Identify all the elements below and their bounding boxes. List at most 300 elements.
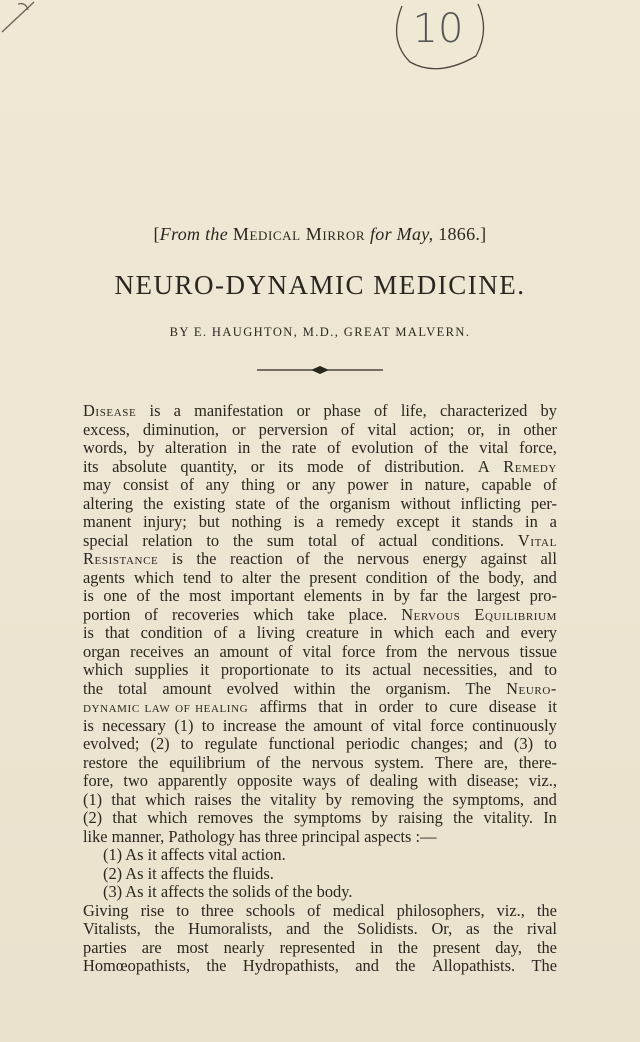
word: Giving xyxy=(83,900,129,920)
word: perversion xyxy=(258,419,328,439)
word: by xyxy=(325,789,343,809)
word: Homœopathists, xyxy=(83,956,190,975)
word: and xyxy=(485,623,510,642)
word: from xyxy=(385,641,418,661)
author-byline: BY E. HAUGHTON, M.D., GREAT MALVERN. xyxy=(169,325,471,339)
word: in xyxy=(369,623,383,642)
word: its xyxy=(278,456,294,476)
ornamental-rule xyxy=(257,365,383,375)
word: amount xyxy=(313,715,363,735)
word: Equilibrium xyxy=(474,604,557,624)
word: vitality. xyxy=(483,808,533,827)
word: is xyxy=(83,715,94,735)
word: the xyxy=(448,438,469,457)
word: in xyxy=(400,475,413,494)
word: of xyxy=(307,900,321,920)
word: force xyxy=(341,641,376,661)
word: in xyxy=(370,937,383,957)
word: nearly xyxy=(223,937,265,957)
word: removes xyxy=(197,808,254,827)
word: dealing xyxy=(369,771,418,790)
word: to xyxy=(544,734,557,753)
word: action; xyxy=(409,419,455,439)
word: force, xyxy=(519,438,557,457)
text-line xyxy=(83,902,557,921)
word: energy xyxy=(422,549,467,568)
word: reaction xyxy=(230,549,283,568)
text-line xyxy=(83,421,557,440)
word: is xyxy=(83,586,94,605)
word: that xyxy=(105,623,130,642)
word: to xyxy=(424,697,438,716)
word: the xyxy=(280,752,301,772)
word: total xyxy=(308,530,338,550)
word: manifestation xyxy=(194,401,284,420)
word: altering xyxy=(83,493,134,513)
word: the xyxy=(154,919,175,938)
word: condition xyxy=(140,623,203,642)
word: A xyxy=(477,456,490,476)
word: or xyxy=(231,419,246,439)
word: an xyxy=(193,641,210,661)
word: Or, xyxy=(431,919,453,938)
word: which xyxy=(253,604,294,624)
word: vitality xyxy=(270,789,317,809)
word: place. xyxy=(348,604,388,624)
word: organism. xyxy=(385,678,451,698)
word: represented xyxy=(279,937,356,957)
word: the xyxy=(447,586,468,605)
word: apparently xyxy=(157,771,228,790)
word: remedy xyxy=(335,512,385,531)
word: the xyxy=(536,937,557,957)
word: the xyxy=(159,586,180,605)
word: alteration xyxy=(165,438,227,457)
word: by xyxy=(540,401,557,420)
word: manent xyxy=(83,512,132,531)
word: or xyxy=(250,456,265,476)
word: with xyxy=(427,771,457,790)
word: present xyxy=(309,567,357,587)
aspect-item: (2) As it affects the fluids. xyxy=(103,863,274,883)
word: ways xyxy=(302,771,337,790)
source-year: 1866.] xyxy=(438,224,487,244)
word: The xyxy=(465,678,491,698)
word: alter xyxy=(242,567,272,587)
word: the xyxy=(423,789,444,809)
text-line xyxy=(83,754,557,773)
word: except xyxy=(396,512,440,531)
text-line xyxy=(83,957,557,976)
word: Nervous xyxy=(401,604,461,624)
word: most xyxy=(189,586,222,605)
word: the xyxy=(240,789,261,809)
word: nervous xyxy=(311,752,364,772)
pathology-intro: like manner, Pathology has three principal aspects :— xyxy=(83,826,437,846)
word: (2) xyxy=(150,734,170,753)
word: (3) xyxy=(513,734,534,753)
word: actual xyxy=(378,530,418,550)
word: rival xyxy=(526,919,557,938)
word: of xyxy=(180,475,194,494)
word: any xyxy=(311,475,336,494)
word: stands xyxy=(472,512,514,531)
word: to xyxy=(180,734,194,753)
manuscript-number: 10 xyxy=(412,6,464,52)
word: fore, xyxy=(83,771,114,790)
word: its xyxy=(345,660,361,679)
article-body xyxy=(83,402,557,976)
word: of xyxy=(346,771,360,790)
word: capable xyxy=(481,475,532,494)
word: the xyxy=(395,956,416,975)
word: is xyxy=(83,623,94,642)
word: in xyxy=(371,586,385,605)
word: a xyxy=(549,512,557,531)
word: and xyxy=(533,567,557,587)
word: the xyxy=(138,752,159,772)
word: absolute xyxy=(112,456,167,476)
word: phase xyxy=(323,401,361,420)
word: There xyxy=(434,752,474,772)
text-line xyxy=(83,606,557,625)
word: nothing xyxy=(231,512,282,531)
word: by xyxy=(393,586,411,605)
article-title: NEURO-DYNAMIC MEDICINE. xyxy=(114,270,526,300)
word: amount xyxy=(162,678,212,698)
word: of xyxy=(213,623,228,642)
word: of xyxy=(275,493,290,513)
word: to xyxy=(544,660,557,679)
word: against xyxy=(480,549,527,568)
word: regulate xyxy=(204,734,258,753)
word: that xyxy=(318,697,343,716)
text-line xyxy=(83,587,557,606)
word: the xyxy=(397,937,418,957)
word: (1) xyxy=(83,789,103,809)
word: of xyxy=(436,567,451,587)
word: inflicting xyxy=(460,493,521,513)
word: equilibrium xyxy=(169,752,246,772)
word: tend xyxy=(183,567,212,587)
word: conditions. xyxy=(431,530,505,550)
source-from: From the xyxy=(159,224,229,244)
word: is xyxy=(149,401,161,420)
word: the xyxy=(83,678,104,698)
word: the xyxy=(206,956,227,975)
word: of xyxy=(296,549,311,568)
word: the xyxy=(143,493,164,513)
word: Humoralists, xyxy=(188,919,273,938)
word: total xyxy=(118,678,148,698)
word: necessary xyxy=(102,715,166,735)
word: the xyxy=(323,919,344,938)
word: existing xyxy=(173,493,226,513)
word: affirms xyxy=(259,697,307,716)
word: dynamic law of healing xyxy=(83,697,249,716)
word: nature, xyxy=(424,475,470,494)
text-line xyxy=(83,643,557,662)
word: continuously xyxy=(472,715,557,735)
word: or xyxy=(296,401,311,420)
word: there- xyxy=(518,752,557,772)
word: and xyxy=(533,789,557,809)
word: by xyxy=(371,808,388,827)
word: to xyxy=(176,900,190,920)
word: present xyxy=(432,937,481,957)
word: evolution xyxy=(351,438,414,457)
word: per- xyxy=(530,493,557,513)
text-line xyxy=(83,717,557,736)
word: day, xyxy=(495,937,522,957)
word: restore xyxy=(83,752,128,772)
word: within xyxy=(293,678,336,698)
text-line xyxy=(83,532,557,551)
word: relation xyxy=(142,530,193,550)
word: which xyxy=(83,660,124,679)
word: characterized xyxy=(439,401,528,420)
word: nervous xyxy=(457,641,510,661)
word: Allopathists. xyxy=(431,956,516,975)
text-line xyxy=(83,939,557,958)
word: vital xyxy=(367,419,397,439)
word: or, xyxy=(467,419,485,439)
word: of xyxy=(424,438,438,457)
word: of xyxy=(351,530,365,550)
word: rate xyxy=(291,438,317,457)
word: that xyxy=(112,808,137,827)
word: body, xyxy=(488,567,525,587)
word: changes; xyxy=(410,734,469,753)
text-line xyxy=(83,458,557,477)
word: the xyxy=(427,641,448,661)
word: of xyxy=(256,752,271,772)
word: of xyxy=(370,715,385,735)
text-line xyxy=(83,569,557,588)
text-line xyxy=(83,439,557,458)
word: medical xyxy=(332,900,385,920)
word: necessities, xyxy=(423,660,498,679)
word: but xyxy=(198,512,220,531)
word: every xyxy=(520,623,557,642)
word: Vitalists, xyxy=(83,919,141,938)
text-line xyxy=(83,513,557,532)
word: Hydropathists, xyxy=(242,956,339,975)
word: philosophers, xyxy=(396,900,485,920)
word: the xyxy=(453,808,474,827)
word: quantity, xyxy=(180,456,238,476)
word: the xyxy=(299,493,320,513)
word: periodic xyxy=(345,734,400,753)
word: as xyxy=(465,919,480,938)
word: disease; xyxy=(466,771,519,790)
word: amount xyxy=(219,641,269,661)
word: other xyxy=(523,419,557,439)
word: symptoms xyxy=(293,808,362,827)
word: far xyxy=(419,586,438,605)
word: schools xyxy=(245,900,296,920)
word: system. xyxy=(374,752,425,772)
aspect-item: (3) As it affects the solids of the body. xyxy=(103,882,353,901)
word: pro- xyxy=(529,586,557,605)
word: viz., xyxy=(496,900,525,920)
word: three xyxy=(201,900,234,920)
word: cure xyxy=(449,697,478,716)
word: one xyxy=(103,586,128,605)
text-line xyxy=(83,920,557,939)
word: injury; xyxy=(143,512,187,531)
text-line xyxy=(83,772,557,791)
text-line xyxy=(83,809,557,828)
word: it xyxy=(451,512,461,531)
word: the xyxy=(261,438,282,457)
text-line xyxy=(83,791,557,810)
word: the xyxy=(263,808,284,827)
word: agents xyxy=(83,567,125,587)
word: organ xyxy=(83,641,121,661)
word: vital xyxy=(302,641,332,661)
word: Vital xyxy=(517,530,557,550)
word: may xyxy=(83,475,112,494)
word: or xyxy=(286,475,301,494)
word: diminution, xyxy=(142,419,219,439)
word: supplies xyxy=(134,660,189,679)
word: receives xyxy=(130,641,184,661)
word: removing xyxy=(351,789,415,809)
text-line xyxy=(83,680,557,699)
word: it xyxy=(200,660,210,679)
bracket-open: [ xyxy=(153,224,160,244)
word: raises xyxy=(194,789,232,809)
word: of xyxy=(136,586,151,605)
aspect-item: (1) As it affects vital action. xyxy=(103,845,286,864)
word: creature xyxy=(306,623,359,642)
word: symptoms, xyxy=(452,789,524,809)
word: proportionate xyxy=(220,660,310,679)
word: are xyxy=(141,937,162,957)
word: functional xyxy=(268,734,335,753)
word: each xyxy=(444,623,475,642)
corner-pencil-mark xyxy=(0,0,50,50)
word: condition xyxy=(365,567,428,587)
word: of xyxy=(327,438,341,457)
word: take xyxy=(307,604,335,624)
word: its xyxy=(83,456,99,476)
word: which xyxy=(133,567,174,587)
word: viz., xyxy=(528,771,557,790)
word: in xyxy=(497,419,511,439)
text-line xyxy=(83,495,557,514)
word: the xyxy=(196,549,217,568)
word: two xyxy=(123,771,148,790)
word: the xyxy=(493,919,514,938)
word: words, xyxy=(83,438,128,457)
word: opposite xyxy=(237,771,293,790)
word: most xyxy=(176,937,209,957)
word: (2) xyxy=(83,808,103,827)
word: in xyxy=(354,697,368,716)
source-citation xyxy=(0,224,640,245)
word: Resistance xyxy=(83,549,159,568)
text-line xyxy=(83,476,557,495)
word: nervous xyxy=(357,549,410,568)
word: elements xyxy=(303,586,362,605)
word: tissue xyxy=(519,641,557,661)
word: which xyxy=(147,808,188,827)
word: parties xyxy=(83,937,127,957)
word: of xyxy=(340,419,355,439)
word: by xyxy=(137,438,155,457)
word: to xyxy=(206,530,220,550)
word: the xyxy=(284,715,305,735)
word: of xyxy=(144,604,158,624)
word: actual xyxy=(372,660,412,679)
word: portion xyxy=(83,604,131,624)
text-line xyxy=(83,735,557,754)
word: The xyxy=(531,956,557,975)
word: life, xyxy=(400,401,427,420)
word: state xyxy=(235,493,266,513)
journal-name: Medical Mirror xyxy=(232,224,366,244)
word: evolved xyxy=(226,678,279,698)
word: of xyxy=(373,401,388,420)
word: which xyxy=(393,623,434,642)
word: that xyxy=(111,789,136,809)
word: is xyxy=(171,549,183,568)
word: of xyxy=(357,456,371,476)
word: the xyxy=(536,900,557,920)
word: Solidists. xyxy=(357,919,418,938)
word: disease xyxy=(488,697,537,716)
word: thing xyxy=(241,475,275,494)
word: the xyxy=(232,530,253,550)
word: sum xyxy=(266,530,295,550)
word: are, xyxy=(483,752,508,772)
word: the xyxy=(280,567,301,587)
word: Remedy xyxy=(503,456,557,476)
word: in xyxy=(237,438,251,457)
word: to xyxy=(220,567,234,587)
word: to xyxy=(201,715,215,735)
word: vital xyxy=(479,438,509,457)
word: the xyxy=(323,549,344,568)
word: order xyxy=(378,697,414,716)
word: excess, xyxy=(83,419,130,439)
word: (1) xyxy=(174,715,194,735)
word: it xyxy=(547,697,557,716)
word: to xyxy=(320,660,334,679)
word: of xyxy=(278,641,293,661)
word: a xyxy=(238,623,246,642)
word: is xyxy=(293,512,305,531)
word: without xyxy=(400,493,451,513)
word: Neuro- xyxy=(506,678,557,698)
word: power xyxy=(347,475,389,494)
word: raising xyxy=(398,808,443,827)
word: a xyxy=(173,401,181,420)
text-line xyxy=(83,402,557,421)
word: of xyxy=(543,475,557,494)
text-line xyxy=(83,698,557,717)
text-line xyxy=(83,550,557,569)
word: Disease xyxy=(83,401,137,420)
word: In xyxy=(543,808,557,827)
word: and xyxy=(286,919,310,938)
word: distribution. xyxy=(384,456,465,476)
word: which xyxy=(145,789,186,809)
word: recoveries xyxy=(171,604,240,624)
word: and xyxy=(479,734,503,753)
